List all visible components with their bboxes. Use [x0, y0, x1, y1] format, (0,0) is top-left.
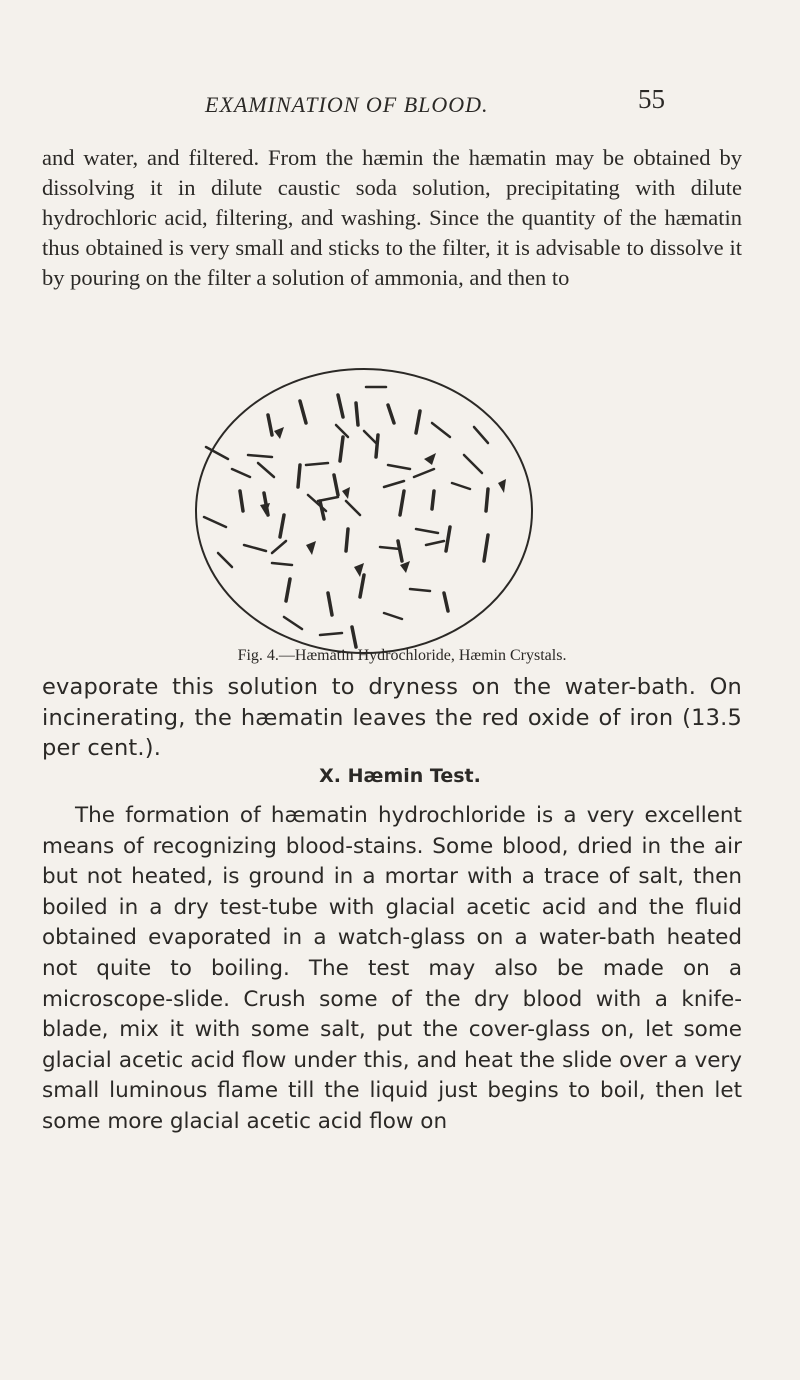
crystal	[298, 465, 300, 487]
crystal	[300, 401, 306, 423]
crystal	[346, 501, 360, 515]
crystal	[338, 395, 343, 417]
crystal	[398, 541, 402, 561]
paragraph-bottom: The formation of hæmatin hydrochloride is a very excellent means of recognizing blood-stains. Some blood, dried in the air but not heated, is ground in a mortar with a trace of salt, then boiled in a dry test-tube with glacial acetic acid and the fluid obtained evaporated in a watch-glass on a water-bath heated not quite to boiling. The test may also be made on a microscope-slide. Crush some of the dry blood with a knife-blade, mix it with some salt, put the cover-glass on, let some glacial acetic acid flow under this, and heat the slide over a very small luminous flame till the liquid just begins to boil, then let some more glacial acetic acid flow on	[42, 803, 742, 1134]
crystal	[432, 423, 450, 437]
crystal	[414, 469, 434, 477]
crystal	[272, 563, 292, 565]
crystal	[272, 541, 286, 553]
crystal	[328, 593, 332, 615]
crystal	[484, 535, 488, 561]
crystal	[204, 517, 226, 527]
crystal	[384, 481, 404, 487]
crystal	[306, 541, 316, 555]
crystal	[416, 529, 438, 533]
crystal	[334, 475, 338, 495]
crystal	[306, 463, 328, 465]
crystal	[464, 455, 482, 473]
page-header	[0, 84, 800, 124]
crystal	[486, 489, 488, 511]
crystal	[424, 453, 436, 465]
crystal	[280, 515, 284, 537]
crystal	[426, 541, 444, 545]
section-heading: X. Hæmin Test.	[319, 765, 481, 787]
crystal	[446, 527, 450, 551]
crystal	[336, 425, 348, 437]
crystal	[240, 491, 243, 511]
page-number: 55	[638, 84, 665, 114]
crystal	[286, 579, 290, 601]
crystal	[474, 427, 488, 443]
figure-caption: Fig. 4.—Hæmatin Hydrochloride, Hæmin Crystals.	[237, 647, 567, 664]
crystal	[416, 411, 420, 433]
crystal	[342, 487, 350, 499]
field-of-view-circle	[196, 369, 532, 653]
crystal	[400, 561, 410, 573]
crystal	[320, 633, 342, 635]
crystal	[352, 627, 356, 647]
crystal	[274, 427, 284, 439]
crystal	[432, 491, 434, 509]
crystal	[388, 465, 410, 469]
crystal	[318, 497, 338, 501]
crystal	[244, 545, 266, 551]
crystal	[248, 455, 272, 457]
paragraph-top: and water, and filtered. From the hæmin the hæmatin may be obtained by dissolving it in dilute caustic soda solution, precipitating with dilute hydrochloric acid, filtering, and washing. Since the quantity of the hæmatin thus obtained is very small and sticks to the filter, it is advisable to dissolve it by pouring on the filter a solution of ammonia, and then to	[42, 145, 742, 290]
crystal	[452, 483, 470, 489]
crystal	[444, 593, 448, 611]
crystal	[356, 403, 358, 425]
crystal	[232, 469, 250, 477]
crystal	[308, 495, 326, 511]
crystal	[410, 589, 430, 591]
crystal	[268, 415, 272, 435]
crystal	[258, 463, 274, 477]
crystal	[384, 613, 402, 619]
crystal	[340, 437, 343, 461]
crystal	[376, 435, 378, 457]
paragraph-mid: evaporate this solution to dryness on the water-bath. On incinerating, the hæmatin leaves the red oxide of iron (13.5 per cent.).	[42, 674, 742, 761]
crystal	[218, 553, 232, 567]
crystals-illustration	[188, 365, 540, 665]
crystal	[346, 529, 348, 551]
crystal	[388, 405, 394, 423]
running-title: EXAMINATION OF BLOOD.	[205, 92, 489, 117]
figure-microscope-field	[188, 365, 540, 665]
crystal	[498, 479, 506, 493]
crystal	[360, 575, 364, 597]
crystal	[364, 431, 376, 443]
crystal	[400, 491, 404, 515]
crystal	[380, 547, 400, 549]
crystal	[284, 617, 302, 629]
